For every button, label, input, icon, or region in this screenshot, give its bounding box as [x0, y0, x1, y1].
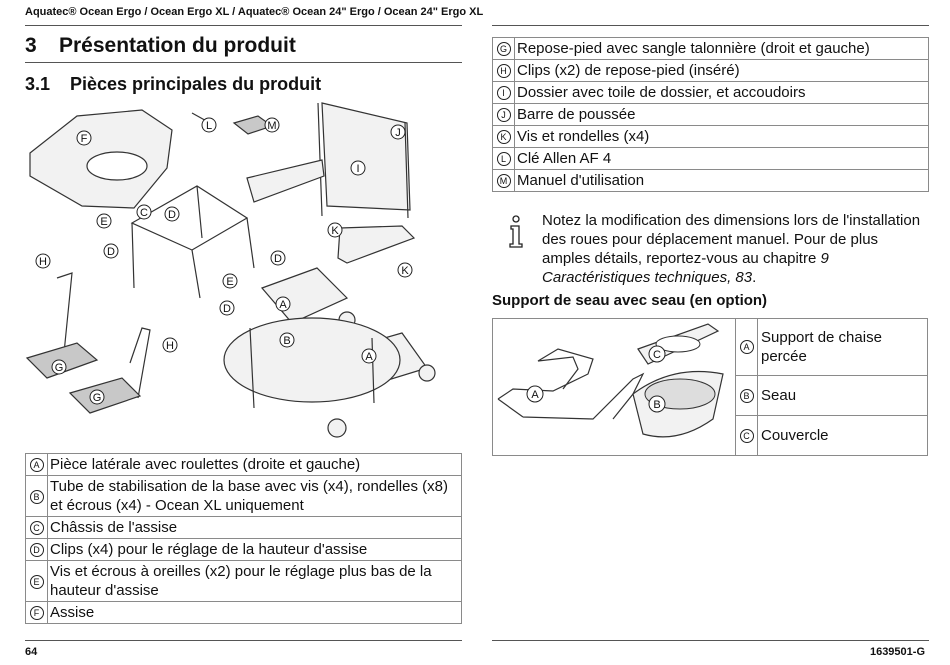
letter-badge: F — [30, 606, 44, 620]
svg-text:E: E — [226, 276, 234, 288]
chapter-reference: 9 Caractéristiques techniques, 83 — [542, 250, 829, 286]
letter-badge: M — [497, 174, 511, 188]
table-row — [26, 602, 462, 624]
svg-text:K: K — [331, 225, 339, 237]
table-row — [493, 148, 929, 170]
bucket-item-description: Support de chaise percée — [758, 319, 928, 376]
part-description: Clé Allen AF 4 — [515, 148, 929, 170]
subsection-title: 3.1 Pièces principales du produit — [25, 74, 322, 94]
label-l — [202, 118, 216, 132]
bucket-parts-table — [492, 318, 928, 456]
part-description: Vis et rondelles (x4) — [515, 126, 929, 148]
letter-badge: G — [497, 42, 511, 56]
seat-frame-drawing — [132, 186, 247, 250]
letter-badge: K — [497, 130, 511, 144]
table-row — [493, 170, 929, 192]
svg-text:B: B — [283, 335, 291, 347]
letter-badge: C — [30, 521, 44, 535]
letter-badge: A — [30, 458, 44, 472]
label-e-bottom — [223, 274, 237, 288]
svg-text:K: K — [401, 265, 409, 277]
svg-text:D: D — [223, 303, 231, 315]
bucket-section-title: Support de seau avec seau (en option) — [492, 292, 768, 309]
label-k-top — [328, 223, 342, 237]
table-row — [26, 561, 462, 602]
table-row — [26, 517, 462, 539]
part-description: Pièce latérale avec roulettes (droite et gauche) — [48, 454, 462, 476]
svg-text:H: H — [39, 256, 47, 268]
label-d-top — [165, 207, 179, 221]
svg-text:A: A — [279, 299, 287, 311]
label-f — [77, 131, 91, 145]
side-piece-drawing — [262, 268, 347, 323]
svg-text:F: F — [80, 133, 88, 145]
section-rule — [25, 62, 462, 63]
parts-table-right — [492, 37, 929, 192]
footer-rule — [25, 640, 462, 641]
svg-text:C: C — [140, 207, 148, 219]
label-e-top — [97, 214, 111, 228]
footer-rule — [492, 640, 929, 641]
table-row — [493, 38, 929, 60]
bucket-label-a — [527, 386, 543, 402]
letter-badge: L — [497, 152, 511, 166]
svg-text:J: J — [395, 127, 401, 139]
svg-text:E: E — [100, 216, 108, 228]
label-d-right — [271, 251, 285, 265]
letter-badge: E — [30, 575, 44, 589]
label-h-right — [163, 338, 177, 352]
part-description: Manuel d'utilisation — [515, 170, 929, 192]
svg-text:D: D — [168, 209, 176, 221]
table-row — [493, 60, 929, 82]
part-description: Assise — [48, 602, 462, 624]
document-code: 1639501-G — [869, 646, 925, 658]
letter-badge: D — [30, 543, 44, 557]
letter-badge: C — [740, 429, 754, 443]
svg-text:C: C — [653, 349, 661, 361]
table-row — [493, 82, 929, 104]
svg-text:H: H — [166, 340, 174, 352]
letter-badge: B — [30, 490, 44, 504]
header-rule — [492, 25, 929, 26]
page-number: 64 — [25, 646, 38, 658]
table-row — [26, 476, 462, 517]
svg-text:A: A — [531, 389, 539, 401]
svg-text:M: M — [267, 120, 277, 132]
label-c — [137, 205, 151, 219]
part-description: Dossier avec toile de dossier, et accoudoirs — [515, 82, 929, 104]
backrest-drawing — [322, 103, 410, 210]
letter-badge: A — [740, 340, 754, 354]
label-a-top — [276, 297, 290, 311]
label-j — [391, 125, 405, 139]
info-note: Notez la modification des dimensions lors de l'installation des roues pour déplacement manuel. Pour de plus amples détails, reportez-vous au chapitre 9 Caractéristiques techniques, 83. — [542, 212, 921, 286]
svg-text:D: D — [274, 253, 282, 265]
svg-text:D: D — [107, 246, 115, 258]
label-i — [351, 161, 365, 175]
part-description: Barre de poussée — [515, 104, 929, 126]
part-description: Clips (x2) de repose-pied (inséré) — [515, 60, 929, 82]
table-row — [493, 126, 929, 148]
bucket-support-drawing — [498, 349, 643, 419]
table-row — [26, 539, 462, 561]
label-m — [265, 118, 279, 132]
table-row — [26, 454, 462, 476]
letter-badge: H — [497, 64, 511, 78]
label-h-left — [36, 254, 50, 268]
bucket-label-c — [649, 346, 665, 362]
part-description: Châssis de l'assise — [48, 517, 462, 539]
label-g-left — [52, 360, 66, 374]
svg-text:G: G — [92, 392, 102, 404]
svg-text:I: I — [356, 163, 360, 175]
part-description: Vis et écrous à oreilles (x2) pour le réglage plus bas de la hauteur d'assise — [48, 561, 462, 602]
svg-text:L: L — [205, 120, 213, 132]
label-d-left — [104, 244, 118, 258]
part-description: Clips (x4) pour le réglage de la hauteur d'assise — [48, 539, 462, 561]
label-b — [280, 333, 294, 347]
footrest-drawing — [57, 273, 72, 353]
info-icon — [505, 215, 527, 249]
part-description: Repose-pied avec sangle talonnière (droit et gauche) — [515, 38, 929, 60]
label-g-right — [90, 390, 104, 404]
part-description: Tube de stabilisation de la base avec vis (x4), rondelles (x8) et écrous (x4) - Ocean XL uniquement — [48, 476, 462, 517]
label-a-bottom — [362, 349, 376, 363]
document-header: Aquatec® Ocean Ergo / Ocean Ergo XL / Aquatec® Ocean 24" Ergo / Ocean 24" Ergo XL — [25, 6, 484, 18]
letter-badge: B — [740, 389, 754, 403]
label-k-right — [398, 263, 412, 277]
bucket-item-description: Seau — [758, 375, 928, 415]
bucket-illustration — [493, 319, 735, 451]
table-row — [493, 319, 928, 376]
svg-text:B: B — [653, 399, 661, 411]
bucket-item-description: Couvercle — [758, 415, 928, 455]
svg-text:G: G — [54, 362, 64, 374]
bucket-label-b — [649, 396, 665, 412]
label-d-bottom — [220, 301, 234, 315]
section-title: 3 Présentation du produit — [25, 34, 296, 57]
table-row — [493, 104, 929, 126]
parts-table-left — [25, 453, 462, 624]
header-rule — [25, 25, 462, 26]
letter-badge: J — [497, 108, 511, 122]
letter-badge: I — [497, 86, 511, 100]
footrest-drawing — [130, 328, 150, 398]
bucket-illustration-cell — [493, 319, 736, 456]
product-exploded-illustration — [22, 98, 462, 450]
svg-text:A: A — [365, 351, 373, 363]
